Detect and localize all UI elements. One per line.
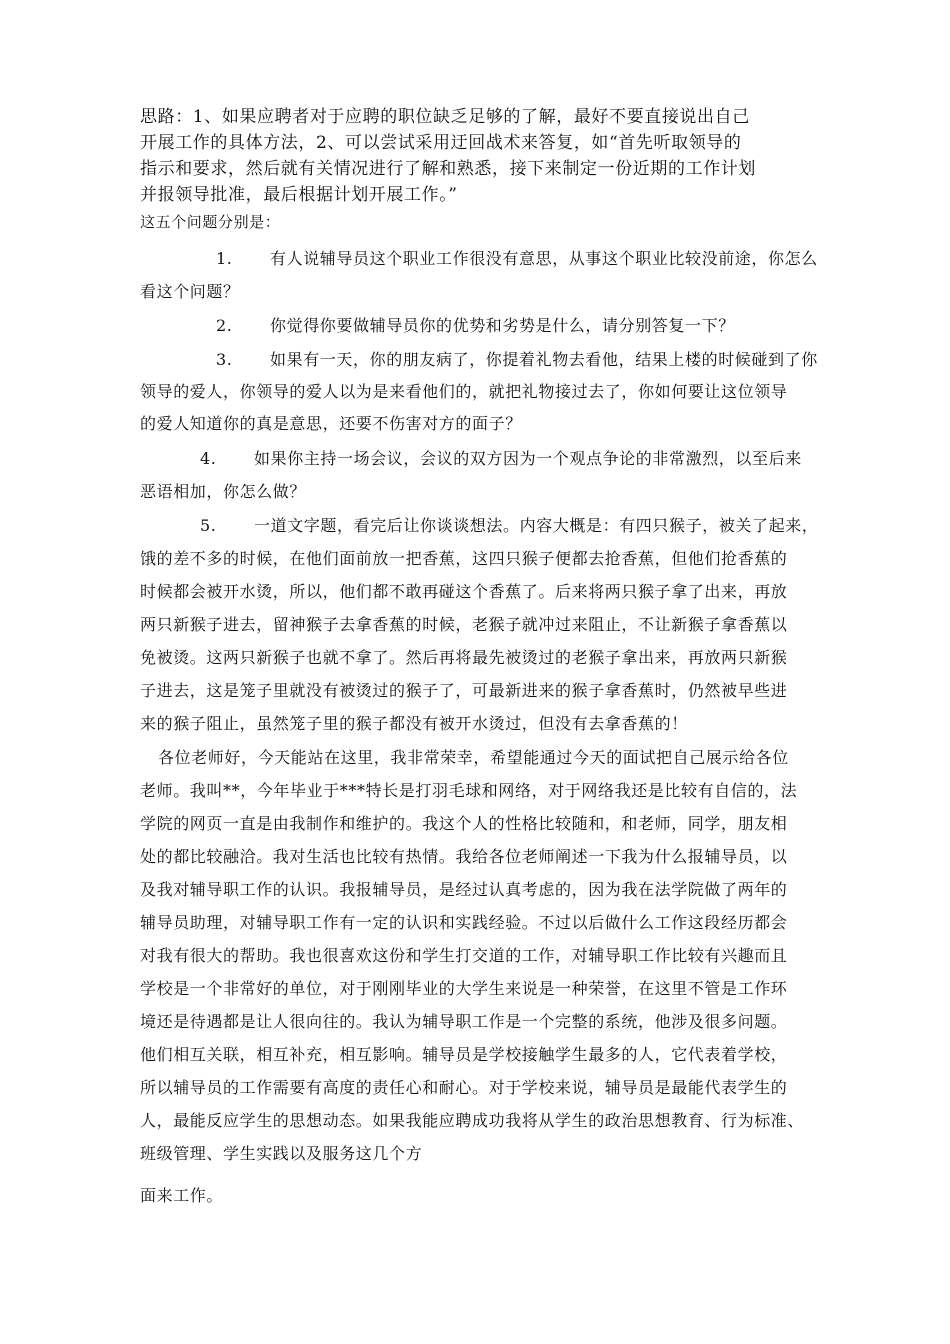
speech-line: 老师。我叫**，今年毕业于***特长是打羽毛球和网络，对于网络我还是比较有自信的，法 (140, 781, 798, 800)
speech-line: 班级管理、学生实践以及服务这几个方 (140, 1144, 423, 1163)
intro-line: 并报领导批准，最后根据计划开展工作。” (140, 185, 458, 205)
question-number: 5. (200, 516, 217, 535)
question-number: 1. (216, 249, 233, 268)
question-line (200, 449, 802, 469)
intro-line: 指示和要求，然后就有关情况进行了解和熟悉，接下来制定一份近期的工作计划 (140, 159, 756, 179)
question-line (200, 516, 818, 536)
speech-line: 学院的网页一直是由我制作和维护的。我这个人的性格比较随和，和老师，同学，朋友相 (140, 814, 788, 833)
question-line (216, 316, 735, 336)
question-text: 如果你主持一场会议，会议的双方因为一个观点争论的非常激烈，以至后来 (254, 449, 802, 468)
speech-line: 他们相互关联，相互补充，相互影响。辅导员是学校接触学生最多的人，它代表着学校， (140, 1045, 788, 1064)
question-line: 两只新猴子进去，留神猴子去拿香蕉的时候，老猴子就冲过来阻止，不让新猴子拿香蕉以 (140, 615, 788, 634)
question-line: 时候都会被开水烫，所以，他们都不敢再碰这个香蕉了。后来将两只猴子拿了出来，再放 (140, 582, 788, 601)
question-number: 2. (216, 316, 233, 335)
intro-line: 开展工作的具体方法，2、可以尝试采用迂回战术来答复，如“首先听取领导的 (140, 133, 742, 153)
question-line: 领导的爱人，你领导的爱人以为是来看他们的，就把礼物接过去了，你如何要让这位领导 (140, 382, 788, 401)
speech-line: 各位老师好，今天能站在这里，我非常荣幸，希望能通过今天的面试把自己展示给各位 (158, 748, 789, 767)
speech-line: 所以辅导员的工作需要有高度的责任心和耐心。对于学校来说，辅导员是最能代表学生的 (140, 1078, 788, 1097)
speech-line: 处的都比较融洽。我对生活也比较有热情。我给各位老师阐述一下我为什么报辅导员，以 (140, 847, 788, 866)
question-line: 免被烫。这两只新猴子也就不拿了。然后再将最先被烫过的老猴子拿出来，再放两只新猴 (140, 648, 788, 667)
speech-line: 辅导员助理，对辅导职工作有一定的认识和实践经验。不过以后做什么工作这段经历都会 (140, 913, 788, 932)
question-line (216, 350, 818, 370)
question-text: 你觉得你要做辅导员你的优势和劣势是什么，请分别答复一下？ (270, 316, 735, 335)
questions-heading: 这五个问题分别是： (140, 213, 281, 231)
speech-line: 境还是待遇都是让人很向往的。我认为辅导职工作是一个完整的系统，他涉及很多问题。 (140, 1012, 788, 1031)
question-line (216, 249, 818, 269)
question-number: 3. (216, 350, 233, 369)
speech-line: 面来工作。 (140, 1186, 224, 1205)
speech-line: 及我对辅导职工作的认识。我报辅导员，是经过认真考虑的，因为我在法学院做了两年的 (140, 880, 788, 899)
question-text: 有人说辅导员这个职业工作很没有意思，从事这个职业比较没前途，你怎么 (270, 249, 818, 268)
question-text: 如果有一天，你的朋友病了，你提着礼物去看他，结果上楼的时候碰到了你 (270, 350, 818, 369)
speech-line: 对我有很大的帮助。我也很喜欢这份和学生打交道的工作，对辅导职工作比较有兴趣而且 (140, 946, 788, 965)
question-line: 的爱人知道你的真是意思，还要不伤害对方的面子？ (140, 414, 522, 433)
question-line: 子进去，这是笼子里就没有被烫过的猴子了，可最新进来的猴子拿香蕉时，仍然被早些进 (140, 681, 788, 700)
question-line: 饿的差不多的时候，在他们面前放一把香蕉，这四只猴子便都去抢香蕉，但他们抢香蕉的 (140, 549, 788, 568)
question-text: 一道文字题，看完后让你谈谈想法。内容大概是：有四只猴子，被关了起来， (254, 516, 819, 535)
intro-line: 思路：1、如果应聘者对于应聘的职位缺乏足够的了解，最好不要直接说出自己 (140, 107, 750, 127)
question-line: 看这个问题？ (140, 282, 240, 301)
question-number: 4. (200, 449, 217, 468)
question-line: 恶语相加，你怎么做？ (140, 482, 307, 501)
speech-line: 学校是一个非常好的单位，对于刚刚毕业的大学生来说是一种荣誉，在这里不管是工作环 (140, 979, 788, 998)
speech-line: 人，最能反应学生的思想动态。如果我能应聘成功我将从学生的政治思想教育、行为标准、 (140, 1111, 805, 1130)
question-line: 来的猴子阻止，虽然笼子里的猴子都没有被开水烫过，但没有去拿香蕉的！ (140, 714, 688, 733)
